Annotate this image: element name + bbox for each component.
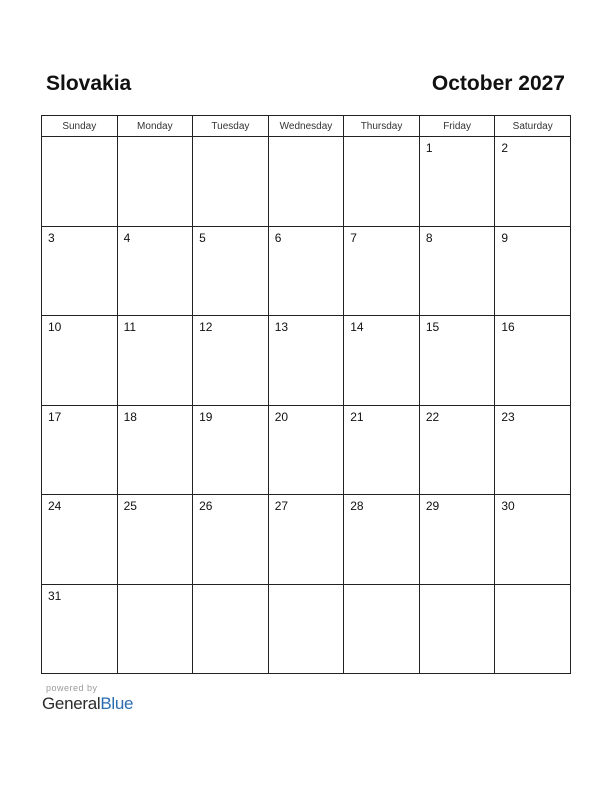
day-number: 15	[425, 320, 440, 334]
week-row	[42, 495, 571, 585]
weekday-sunday: Sunday	[42, 116, 118, 137]
day-cell	[42, 226, 118, 316]
day-cell	[193, 137, 269, 227]
day-cell	[495, 405, 571, 495]
day-cell	[419, 226, 495, 316]
day-number	[193, 137, 268, 141]
day-cell	[268, 137, 344, 227]
day-number	[42, 137, 117, 141]
day-cell	[419, 316, 495, 406]
day-cell	[42, 405, 118, 495]
day-cell	[344, 137, 420, 227]
day-cell	[344, 584, 420, 674]
day-number: 6	[274, 230, 282, 245]
day-cell	[344, 316, 420, 406]
day-number: 19	[199, 409, 213, 424]
day-number	[344, 137, 419, 141]
day-number: 7	[350, 230, 357, 245]
day-number: 20	[274, 409, 289, 424]
day-number: 4	[123, 230, 131, 245]
day-cell	[268, 316, 344, 406]
day-number: 3	[48, 230, 55, 245]
day-cell	[117, 137, 193, 227]
week-row	[42, 584, 571, 674]
day-cell	[193, 405, 269, 495]
day-number: 26	[199, 499, 213, 513]
weekday-thursday: Thursday	[344, 116, 420, 137]
day-number: 13	[274, 320, 289, 334]
day-number: 10	[48, 320, 62, 334]
day-cell	[419, 495, 495, 585]
day-number: 27	[274, 499, 289, 513]
weekday-header-row	[42, 116, 571, 137]
day-cell	[193, 226, 269, 316]
weekday-monday: Monday	[117, 116, 193, 137]
day-cell	[419, 584, 495, 674]
day-cell	[117, 316, 193, 406]
day-cell	[344, 495, 420, 585]
day-cell	[419, 405, 495, 495]
brand-general-text: General	[42, 694, 101, 713]
calendar-grid	[41, 115, 571, 674]
weekday-wednesday: Wednesday	[268, 116, 344, 137]
day-cell	[117, 405, 193, 495]
day-number	[269, 137, 344, 141]
weekday-friday: Friday	[419, 116, 495, 137]
day-cell	[344, 226, 420, 316]
day-number: 17	[48, 409, 62, 424]
week-row	[42, 405, 571, 495]
day-number: 24	[48, 499, 62, 513]
day-number: 21	[350, 409, 364, 424]
week-row	[42, 137, 571, 227]
day-number: 25	[123, 499, 137, 513]
day-cell	[495, 495, 571, 585]
day-cell	[495, 584, 571, 674]
day-number: 22	[425, 409, 440, 424]
day-cell	[344, 405, 420, 495]
calendar-country-title: Slovakia	[46, 72, 132, 95]
day-number	[420, 585, 495, 589]
day-cell	[42, 584, 118, 674]
day-number: 9	[501, 230, 509, 245]
day-cell	[117, 584, 193, 674]
day-number: 11	[123, 320, 137, 334]
day-cell	[42, 316, 118, 406]
calendar-month-title: October 2027	[431, 72, 565, 95]
day-number: 1	[425, 141, 433, 155]
day-cell	[42, 137, 118, 227]
day-cell	[419, 137, 495, 227]
weekday-tuesday: Tuesday	[193, 116, 269, 137]
day-cell	[268, 405, 344, 495]
day-cell	[495, 137, 571, 227]
day-number	[269, 585, 344, 589]
day-number: 18	[123, 409, 137, 424]
day-number: 12	[199, 320, 213, 334]
day-number: 30	[501, 499, 515, 513]
day-cell	[193, 316, 269, 406]
week-row	[42, 226, 571, 316]
day-number: 5	[199, 230, 206, 245]
day-number: 23	[501, 409, 515, 424]
powered-by-text: powered by	[46, 683, 98, 693]
day-number	[193, 585, 268, 589]
day-number: 16	[501, 320, 515, 334]
generalblue-logo[interactable]	[42, 694, 133, 714]
weekday-saturday: Saturday	[495, 116, 571, 137]
day-cell	[193, 495, 269, 585]
day-number: 31	[48, 588, 62, 603]
day-number: 14	[350, 320, 364, 334]
day-cell	[268, 584, 344, 674]
day-number: 29	[425, 499, 440, 513]
day-cell	[117, 495, 193, 585]
day-number	[344, 585, 419, 589]
day-number	[118, 585, 193, 589]
day-number: 28	[350, 499, 364, 513]
day-cell	[42, 495, 118, 585]
day-cell	[495, 316, 571, 406]
week-row	[42, 316, 571, 406]
day-number: 8	[425, 230, 433, 245]
day-number	[118, 137, 193, 141]
day-cell	[117, 226, 193, 316]
day-cell	[495, 226, 571, 316]
day-number	[495, 585, 570, 589]
day-cell	[268, 226, 344, 316]
day-cell	[193, 584, 269, 674]
day-cell	[268, 495, 344, 585]
brand-blue-text: Blue	[100, 694, 134, 713]
day-number: 2	[501, 141, 509, 155]
